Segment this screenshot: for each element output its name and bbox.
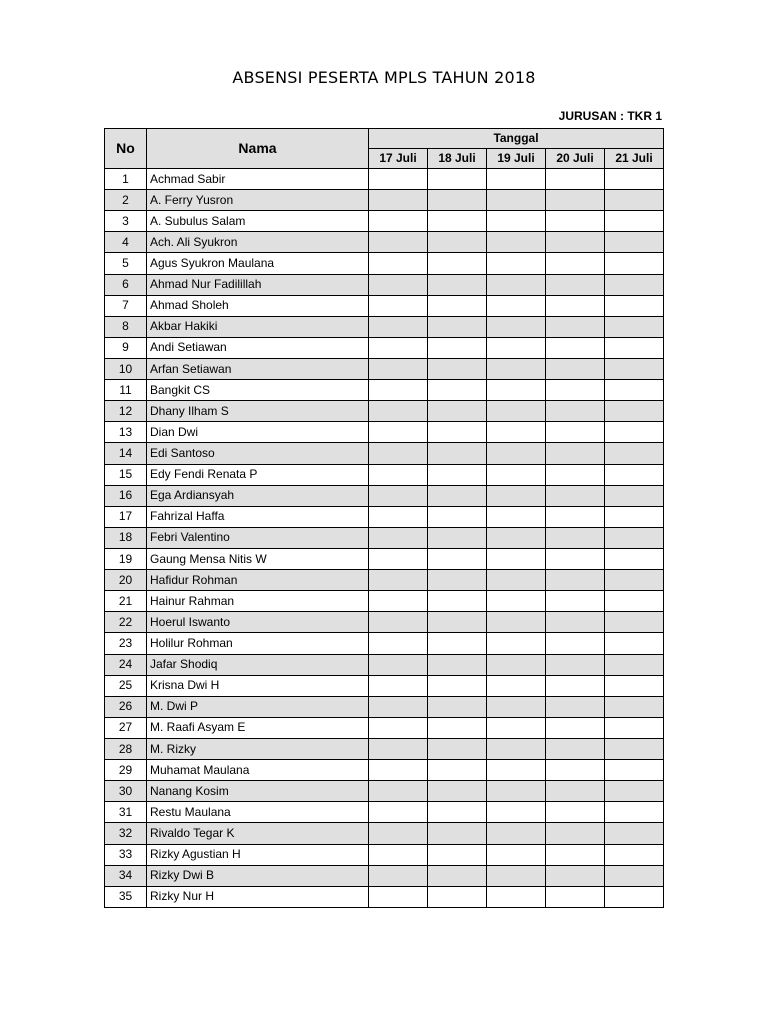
table-row [105,422,664,443]
participant-name: Krisna Dwi H [147,675,369,696]
participant-name: Andi Setiawan [147,337,369,358]
participant-name: Rizky Agustian H [147,844,369,865]
attendance-cell [546,211,605,232]
attendance-cell [428,802,487,823]
attendance-cell [369,337,428,358]
attendance-cell [428,612,487,633]
participant-name: Holilur Rohman [147,633,369,654]
attendance-cell [487,253,546,274]
attendance-cell [605,422,664,443]
participant-name: Dhany Ilham S [147,401,369,422]
attendance-cell [605,169,664,190]
participant-name: Ahmad Nur Fadilillah [147,274,369,295]
attendance-cell [605,190,664,211]
row-number: 3 [105,211,147,232]
attendance-cell [546,274,605,295]
attendance-cell [428,485,487,506]
attendance-cell [605,717,664,738]
row-number: 12 [105,401,147,422]
attendance-cell [369,380,428,401]
row-number: 32 [105,823,147,844]
row-number: 11 [105,380,147,401]
attendance-cell [546,190,605,211]
attendance-cell [487,295,546,316]
attendance-cell [605,802,664,823]
attendance-cell [546,570,605,591]
attendance-cell [369,316,428,337]
attendance-cell [369,738,428,759]
header-no: No [105,129,147,169]
header-tanggal: Tanggal [369,129,664,149]
participant-name: Agus Syukron Maulana [147,253,369,274]
attendance-cell [605,401,664,422]
attendance-cell [487,717,546,738]
attendance-cell [369,654,428,675]
attendance-cell [369,295,428,316]
attendance-cell [369,696,428,717]
attendance-cell [369,760,428,781]
row-number: 10 [105,358,147,379]
attendance-cell [369,802,428,823]
attendance-cell [369,190,428,211]
row-number: 13 [105,422,147,443]
attendance-cell [428,886,487,907]
table-row [105,570,664,591]
attendance-cell [546,422,605,443]
row-number: 21 [105,591,147,612]
attendance-cell [487,823,546,844]
attendance-cell [487,612,546,633]
participant-name: A. Subulus Salam [147,211,369,232]
participant-name: M. Rizky [147,738,369,759]
participant-name: Dian Dwi [147,422,369,443]
participant-name: Rizky Dwi B [147,865,369,886]
header-date: 18 Juli [428,149,487,169]
attendance-cell [428,337,487,358]
table-row [105,675,664,696]
attendance-cell [546,253,605,274]
table-row [105,548,664,569]
row-number: 20 [105,570,147,591]
attendance-cell [546,696,605,717]
table-row [105,464,664,485]
attendance-cell [428,316,487,337]
row-number: 7 [105,295,147,316]
table-row [105,337,664,358]
attendance-cell [369,253,428,274]
participant-name: Edi Santoso [147,443,369,464]
attendance-cell [369,401,428,422]
attendance-cell [428,633,487,654]
table-row [105,654,664,675]
attendance-cell [487,316,546,337]
attendance-cell [546,675,605,696]
attendance-cell [605,781,664,802]
participant-name: Ach. Ali Syukron [147,232,369,253]
attendance-cell [546,337,605,358]
attendance-cell [369,675,428,696]
table-row [105,823,664,844]
attendance-cell [546,380,605,401]
attendance-cell [428,506,487,527]
table-row [105,717,664,738]
row-number: 27 [105,717,147,738]
participant-name: Rizky Nur H [147,886,369,907]
attendance-cell [369,506,428,527]
row-number: 18 [105,527,147,548]
attendance-cell [605,865,664,886]
attendance-cell [487,274,546,295]
attendance-cell [605,886,664,907]
attendance-cell [369,422,428,443]
attendance-cell [369,717,428,738]
participant-name: Edy Fendi Renata P [147,464,369,485]
attendance-cell [428,232,487,253]
table-row [105,232,664,253]
attendance-cell [487,696,546,717]
attendance-cell [546,232,605,253]
participant-name: Fahrizal Haffa [147,506,369,527]
row-number: 4 [105,232,147,253]
attendance-cell [605,464,664,485]
attendance-cell [369,612,428,633]
row-number: 14 [105,443,147,464]
attendance-cell [605,696,664,717]
attendance-cell [369,886,428,907]
attendance-cell [428,823,487,844]
attendance-cell [605,654,664,675]
table-row [105,527,664,548]
attendance-cell [546,358,605,379]
participant-name: Muhamat Maulana [147,760,369,781]
participant-name: Febri Valentino [147,527,369,548]
attendance-cell [369,443,428,464]
table-row [105,844,664,865]
participant-name: Ahmad Sholeh [147,295,369,316]
attendance-cell [428,274,487,295]
attendance-cell [546,443,605,464]
attendance-cell [605,232,664,253]
attendance-cell [487,781,546,802]
participant-name: Nanang Kosim [147,781,369,802]
attendance-cell [605,506,664,527]
participant-name: Arfan Setiawan [147,358,369,379]
attendance-cell [428,760,487,781]
jurusan-label: JURUSAN : TKR 1 [558,109,662,123]
header-date: 19 Juli [487,149,546,169]
attendance-table [104,128,664,908]
table-row [105,781,664,802]
attendance-cell [428,548,487,569]
attendance-cell [546,760,605,781]
attendance-cell [487,548,546,569]
table-row [105,696,664,717]
table-row [105,802,664,823]
table-row [105,295,664,316]
attendance-cell [369,169,428,190]
attendance-cell [428,211,487,232]
attendance-cell [428,865,487,886]
row-number: 17 [105,506,147,527]
header-row [105,129,664,149]
row-number: 16 [105,485,147,506]
row-number: 8 [105,316,147,337]
attendance-cell [487,464,546,485]
attendance-cell [546,464,605,485]
row-number: 28 [105,738,147,759]
attendance-cell [605,337,664,358]
attendance-cell [369,633,428,654]
row-number: 25 [105,675,147,696]
attendance-cell [605,316,664,337]
attendance-cell [546,401,605,422]
table-row [105,274,664,295]
table-row [105,633,664,654]
attendance-cell [605,274,664,295]
attendance-cell [487,570,546,591]
attendance-cell [546,591,605,612]
attendance-cell [428,781,487,802]
row-number: 22 [105,612,147,633]
attendance-cell [428,654,487,675]
table-row [105,253,664,274]
attendance-cell [546,781,605,802]
attendance-cell [487,865,546,886]
row-number: 9 [105,337,147,358]
participant-name: A. Ferry Yusron [147,190,369,211]
attendance-cell [546,865,605,886]
attendance-cell [605,295,664,316]
attendance-cell [605,844,664,865]
attendance-cell [546,738,605,759]
attendance-cell [428,464,487,485]
attendance-cell [605,548,664,569]
row-number: 34 [105,865,147,886]
participant-name: Akbar Hakiki [147,316,369,337]
participant-name: Gaung Mensa Nitis W [147,548,369,569]
header-date: 17 Juli [369,149,428,169]
row-number: 26 [105,696,147,717]
page-title: ABSENSI PESERTA MPLS TAHUN 2018 [232,68,536,87]
row-number: 24 [105,654,147,675]
header-date: 21 Juli [605,149,664,169]
participant-name: Hainur Rahman [147,591,369,612]
attendance-cell [428,380,487,401]
row-number: 35 [105,886,147,907]
attendance-cell [605,443,664,464]
attendance-cell [369,844,428,865]
table-row [105,316,664,337]
row-number: 15 [105,464,147,485]
attendance-cell [546,485,605,506]
table-row [105,485,664,506]
attendance-cell [369,591,428,612]
participant-name: M. Dwi P [147,696,369,717]
attendance-cell [369,823,428,844]
table-row [105,211,664,232]
row-number: 19 [105,548,147,569]
attendance-cell [428,738,487,759]
table-row [105,612,664,633]
table-row [105,169,664,190]
table-row [105,443,664,464]
attendance-cell [428,169,487,190]
attendance-cell [605,253,664,274]
table-row [105,190,664,211]
attendance-cell [487,401,546,422]
attendance-cell [605,485,664,506]
participant-name: Hafidur Rohman [147,570,369,591]
attendance-cell [487,633,546,654]
attendance-cell [546,316,605,337]
table-row [105,886,664,907]
attendance-cell [428,422,487,443]
attendance-cell [605,527,664,548]
row-number: 29 [105,760,147,781]
attendance-cell [546,612,605,633]
table-row [105,358,664,379]
attendance-cell [487,380,546,401]
attendance-cell [487,802,546,823]
attendance-cell [487,654,546,675]
attendance-cell [487,675,546,696]
attendance-cell [369,781,428,802]
attendance-cell [487,506,546,527]
attendance-cell [428,675,487,696]
attendance-cell [487,738,546,759]
attendance-cell [369,232,428,253]
attendance-cell [428,527,487,548]
table-row [105,380,664,401]
attendance-cell [428,401,487,422]
attendance-cell [487,232,546,253]
attendance-cell [487,190,546,211]
attendance-cell [605,760,664,781]
attendance-cell [487,485,546,506]
participant-name: Hoerul Iswanto [147,612,369,633]
attendance-cell [605,675,664,696]
attendance-cell [546,844,605,865]
table-row [105,865,664,886]
row-number: 6 [105,274,147,295]
row-number: 5 [105,253,147,274]
attendance-cell [605,738,664,759]
participant-name: Bangkit CS [147,380,369,401]
attendance-cell [428,358,487,379]
attendance-cell [428,253,487,274]
attendance-cell [369,274,428,295]
participant-name: Restu Maulana [147,802,369,823]
table-row [105,506,664,527]
attendance-cell [546,802,605,823]
header-date: 20 Juli [546,149,605,169]
attendance-cell [546,169,605,190]
attendance-cell [605,358,664,379]
attendance-cell [369,548,428,569]
attendance-cell [487,844,546,865]
attendance-cell [546,823,605,844]
attendance-cell [487,169,546,190]
attendance-cell [428,570,487,591]
attendance-cell [369,570,428,591]
attendance-cell [487,443,546,464]
attendance-cell [487,337,546,358]
participant-name: Jafar Shodiq [147,654,369,675]
attendance-cell [487,591,546,612]
attendance-cell [605,633,664,654]
table-row [105,401,664,422]
attendance-cell [605,380,664,401]
attendance-cell [546,633,605,654]
attendance-cell [428,591,487,612]
attendance-cell [546,506,605,527]
attendance-cell [428,295,487,316]
attendance-cell [546,295,605,316]
row-number: 2 [105,190,147,211]
attendance-cell [369,865,428,886]
attendance-cell [605,612,664,633]
table-row [105,760,664,781]
attendance-cell [487,211,546,232]
row-number: 1 [105,169,147,190]
attendance-cell [487,527,546,548]
row-number: 30 [105,781,147,802]
attendance-cell [487,760,546,781]
participant-name: Rivaldo Tegar K [147,823,369,844]
attendance-cell [369,464,428,485]
participant-name: M. Raafi Asyam E [147,717,369,738]
attendance-cell [546,717,605,738]
attendance-cell [428,717,487,738]
attendance-cell [369,485,428,506]
attendance-cell [369,211,428,232]
attendance-cell [487,886,546,907]
table-row [105,738,664,759]
attendance-cell [605,570,664,591]
attendance-cell [428,443,487,464]
table-row [105,591,664,612]
attendance-cell [605,591,664,612]
row-number: 23 [105,633,147,654]
attendance-cell [487,358,546,379]
attendance-cell [605,823,664,844]
attendance-cell [428,190,487,211]
row-number: 31 [105,802,147,823]
attendance-cell [487,422,546,443]
participant-name: Ega Ardiansyah [147,485,369,506]
attendance-cell [369,358,428,379]
header-nama: Nama [147,129,369,169]
attendance-cell [546,548,605,569]
attendance-cell [605,211,664,232]
attendance-cell [546,654,605,675]
attendance-cell [546,527,605,548]
participant-name: Achmad Sabir [147,169,369,190]
attendance-cell [369,527,428,548]
row-number: 33 [105,844,147,865]
attendance-cell [428,696,487,717]
attendance-cell [546,886,605,907]
attendance-cell [428,844,487,865]
